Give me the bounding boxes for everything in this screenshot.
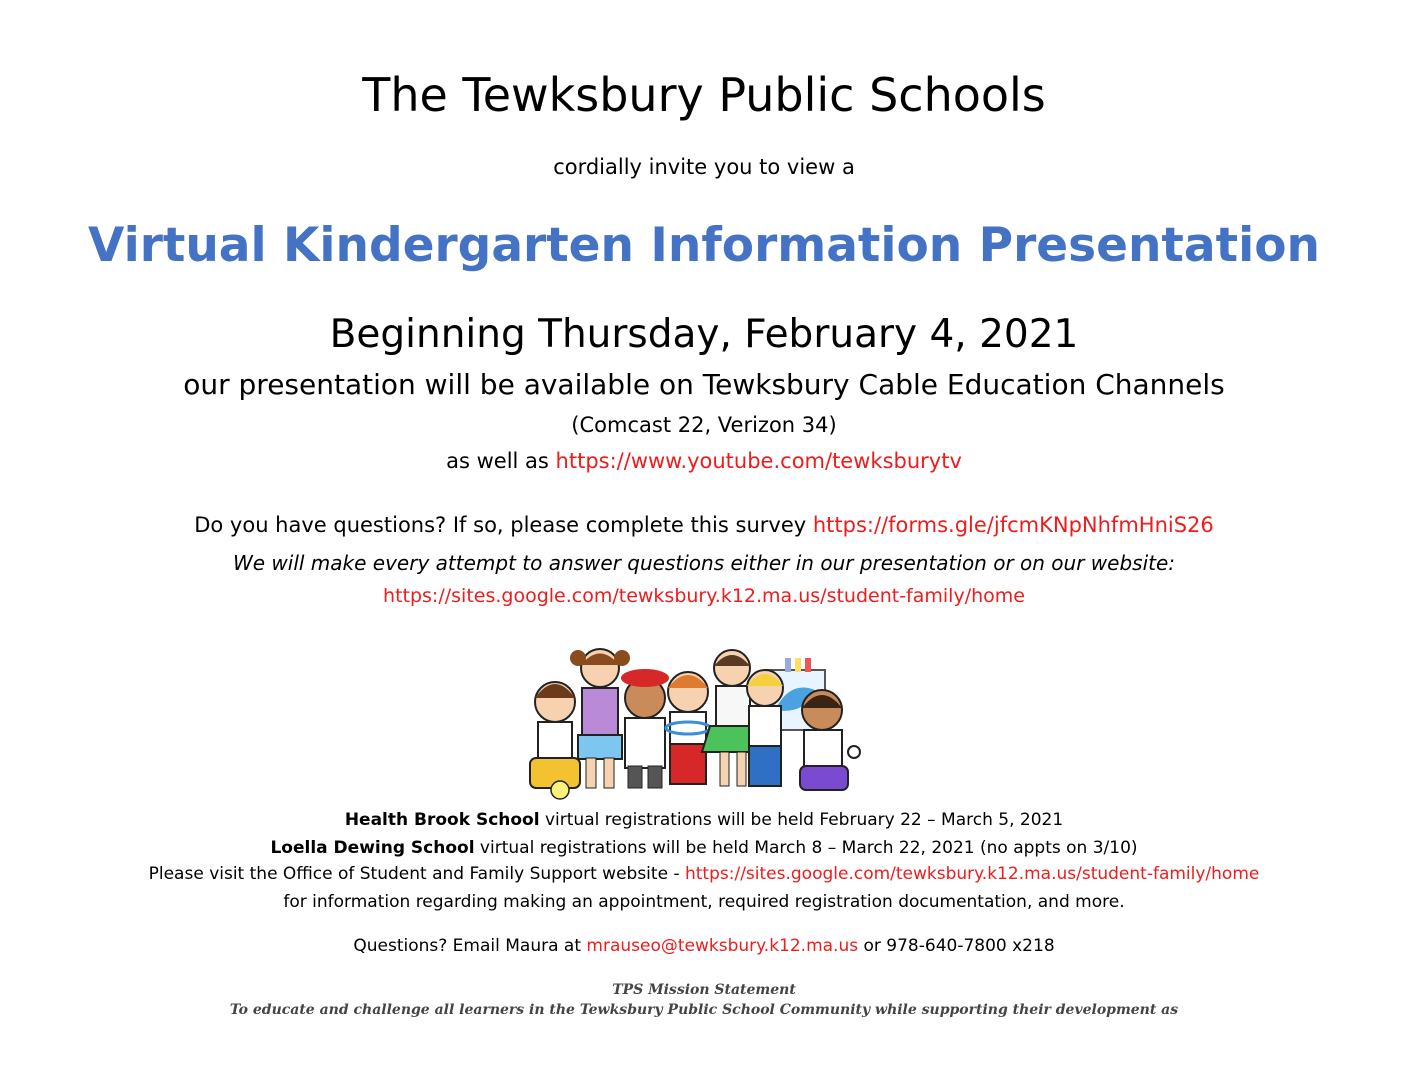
child-blond [747, 670, 783, 786]
availability-text: our presentation will be available on Tewksbury Cable Education Channels [183, 368, 1225, 401]
youtube-link[interactable]: https://www.youtube.com/tewksburytv [555, 449, 962, 473]
event-headline: Virtual Kindergarten Information Presentation [88, 218, 1320, 273]
invite-text: cordially invite you to view a [553, 155, 855, 179]
visit-line [0, 864, 1408, 884]
school-name: Loella Dewing School [270, 838, 475, 858]
as-well-as-text: as well as [446, 449, 556, 473]
channels-text: (Comcast 22, Verizon 34) [571, 413, 837, 437]
contact-prefix: Questions? Email Maura at [353, 936, 587, 956]
registration-text: virtual registrations will be held February 22 – March 5, 2021 [539, 810, 1064, 830]
child-overalls [666, 672, 710, 784]
contact-line [0, 936, 1408, 956]
visit-text: Please visit the Office of Student and Family Support website - [148, 864, 685, 884]
registration-loella-dewing [0, 838, 1408, 858]
school-name: Health Brook School [344, 810, 540, 830]
child-sitting [530, 682, 580, 799]
attempt-text: We will make every attempt to answer questions either in our presentation or on our website: [232, 551, 1176, 575]
registration-text: virtual registrations will be held March 8 – March 22, 2021 (no appts on 3/10) [474, 838, 1138, 858]
email-link[interactable]: mrauseo@tewksbury.k12.ma.us [586, 936, 859, 956]
survey-prompt: Do you have questions? If so, please complete this survey [194, 513, 813, 537]
children-illustration [520, 640, 880, 805]
youtube-line [0, 449, 1408, 473]
page-title: The Tewksbury Public Schools [362, 68, 1046, 122]
student-family-link[interactable]: https://sites.google.com/tewksbury.k12.ma.us/student-family/home [684, 864, 1260, 884]
survey-link[interactable]: https://forms.gle/jfcmKNpNhfmHniS26 [812, 513, 1214, 537]
event-date: Beginning Thursday, February 4, 2021 [329, 312, 1079, 357]
mission-text: To educate and challenge all learners in the Tewksbury Public School Community while supporting their development as [229, 1002, 1179, 1018]
website-link[interactable]: https://sites.google.com/tewksbury.k12.ma.us/student-family/home [383, 585, 1025, 607]
contact-suffix: or 978-640-7800 x218 [858, 936, 1055, 956]
mission-heading: TPS Mission Statement [612, 982, 796, 998]
survey-line [0, 513, 1408, 537]
registration-health-brook [0, 810, 1408, 830]
registration-info: for information regarding making an appointment, required registration documentation, and more. [283, 892, 1125, 912]
child-scissors [800, 690, 860, 790]
child-beret [621, 669, 669, 788]
